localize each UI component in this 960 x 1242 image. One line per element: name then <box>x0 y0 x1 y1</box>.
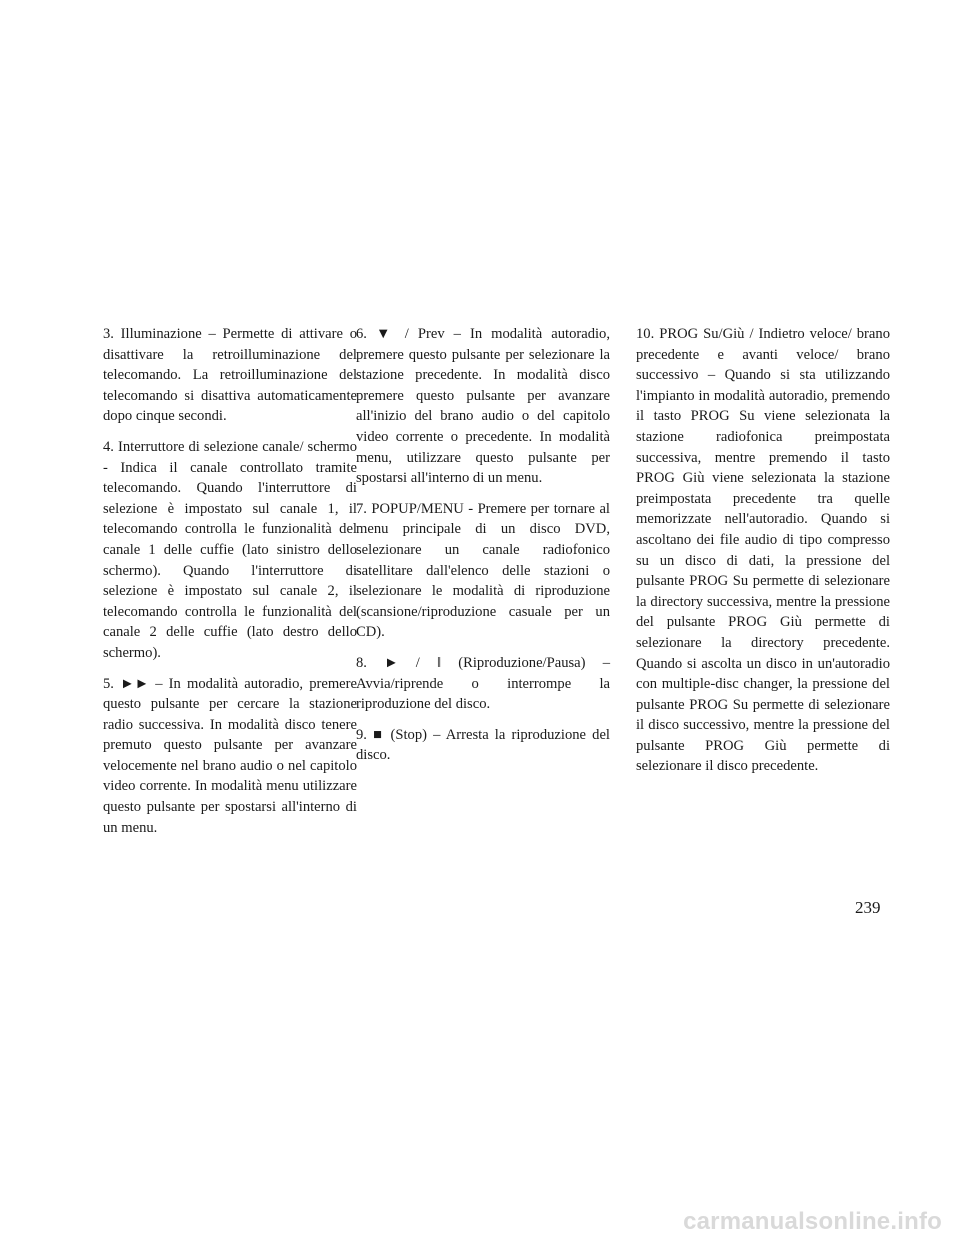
paragraph-item-3: 3. Illuminazione – Permette di attivare o disattivare la retroilluminazione del telecomando. La retroilluminazione del telecomando si disattiva automaticamente dopo cinque secondi. <box>103 326 357 425</box>
page-number: 239 <box>855 898 881 917</box>
paragraph-item-7: 7. POPUP/MENU - Premere per tornare al menu principale di un disco DVD, selezionare un canale radiofonico satellitare dall'elenco delle stazioni o selezionare le modalità di riproduzione (scansione/riproduzione casuale per un CD). <box>356 500 610 641</box>
paragraph-item-8: 8. ► / ‖ (Riproduzione/Pausa) – Avvia/riprende o interrompe la riproduzione del disco. <box>356 654 610 713</box>
paragraph-item-5: 5. ►► – In modalità autoradio, premere questo pulsante per cercare la stazione radio successiva. In modalità disco tenere premuto questo pulsante per avanzare velocemente nel brano audio o nel capitolo video corrente. In modalità menu utilizzare questo pulsante per spostarsi all'interno di un menu. <box>103 675 357 836</box>
text-column-3 <box>636 324 890 787</box>
paragraph-item-6: 6. ▼ / Prev – In modalità autoradio, premere questo pulsante per selezionare la stazione precedente. In modalità disco premere questo pulsante per avanzare all'inizio del brano audio o del capitolo video corrente o precedente. In modalità menu, utilizzare questo pulsante per spostarsi all'interno di un menu. <box>356 326 610 487</box>
text-column-1 <box>103 324 357 848</box>
paragraph-item-9: 9. ■ (Stop) – Arresta la riproduzione del disco. <box>356 726 610 764</box>
paragraph-item-10: 10. PROG Su/Giù / Indietro veloce/ brano precedente e avanti veloce/ brano successivo – Quando si sta utilizzando l'impianto in modalità autoradio, premendo il tasto PROG Su viene selezionata la stazione radiofonica preimpostata successiva, mentre premendo il tasto PROG Giù viene selezionata la stazione preimpostata precedente tra quelle memorizzate nell'autoradio. Quando si ascoltano dei file audio di tipo compresso su un disco di dati, la pressione del pulsante PROG Su permette di selezionare la directory successiva, mentre la pressione del pulsante PROG Giù permette di selezionare la directory precedente. Quando si ascolta un disco in un'autoradio con multiple-disc changer, la pressione del pulsante PROG Su permette di selezionare il disco successivo, mentre la pressione del pulsante PROG Giù permette di selezionare il disco precedente. <box>636 326 890 775</box>
watermark: carmanualsonline.info <box>683 1208 942 1235</box>
text-column-2 <box>356 324 610 776</box>
paragraph-item-4: 4. Interruttore di selezione canale/ schermo - Indica il canale controllato tramite telecomando. Quando l'interruttore di selezione è impostato sul canale 1, il telecomando controlla le funzionalità del canale 1 delle cuffie (lato sinistro dello schermo). Quando l'interruttore di selezione è impostato sul canale 2, il telecomando controlla le funzionalità del canale 2 delle cuffie (lato destro dello schermo). <box>103 438 357 661</box>
